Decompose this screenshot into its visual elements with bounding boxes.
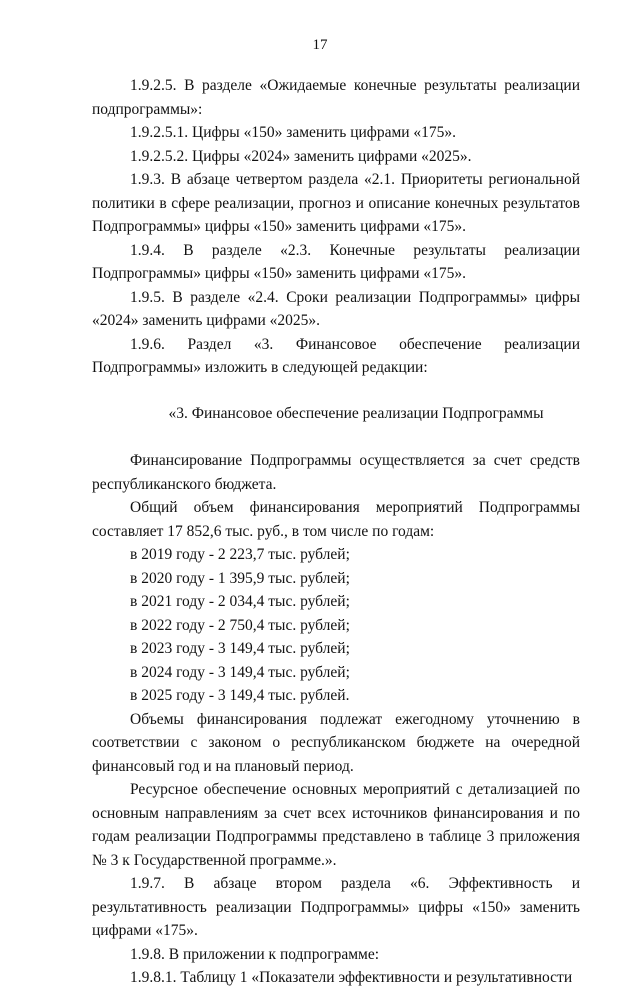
financing-paragraph: Финансирование Подпрограммы осуществляется за счет средств республиканского бюджета.	[92, 452, 580, 493]
paragraph-1-9-2-5-1: 1.9.2.5.1. Цифры «150» заменить цифрами «175».	[130, 124, 457, 141]
year-2025-line: в 2025 году - 3 149,4 тыс. рублей.	[130, 687, 350, 704]
section-heading: «3. Финансовое обеспечение реализации Подпрограммы	[168, 404, 544, 422]
year-2019-line: в 2019 году - 2 223,7 тыс. рублей;	[130, 546, 350, 563]
paragraph-1-9-2-5-2: 1.9.2.5.2. Цифры «2024» заменить цифрами «2025».	[130, 147, 472, 165]
paragraph-1-9-6: 1.9.6. Раздел «3. Финансовое обеспечение реализации Подпрограммы» изложить в следующей редакции:	[92, 335, 580, 376]
paragraph-1-9-4: 1.9.4. В разделе «2.3. Конечные результаты реализации Подпрограммы» цифры «150» заменить цифрами «175».	[92, 241, 580, 282]
resource-paragraph: Ресурсное обеспечение основных мероприятий с детализацией по основным направлениям за счет всех источников финансирования и по годам реализации Подпрограммы представлено в таблице 3 приложения № 3 к Государственной программе.».	[92, 781, 580, 869]
year-2024-line: в 2024 году - 3 149,4 тыс. рублей;	[130, 663, 350, 681]
year-2021-line: в 2021 году - 2 034,4 тыс. рублей;	[130, 593, 350, 610]
paragraph-1-9-5: 1.9.5. В разделе «2.4. Сроки реализации Подпрограммы» цифры «2024» заменить цифрами «2025».	[92, 288, 580, 329]
page-number: 17	[312, 37, 328, 53]
paragraph-1-9-3: 1.9.3. В абзаце четвертом раздела «2.1. Приоритеты региональной политики в сфере реализации, прогноз и описание конечных результатов Подпрограммы» цифры «150» заменить цифрами «175».	[92, 171, 580, 235]
financing-total-paragraph: Общий объем финансирования мероприятий Подпрограммы составляет 17 852,6 тыс. руб., в том числе по годам:	[92, 499, 580, 540]
year-2022-line: в 2022 году - 2 750,4 тыс. рублей;	[130, 616, 350, 634]
document-body	[92, 74, 580, 990]
adjustment-paragraph: Объемы финансирования подлежат ежегодному уточнению в соответствии с законом о республиканском бюджете на очередной финансовый год и на плановый период.	[92, 710, 580, 775]
paragraph-1-9-2-5: 1.9.2.5. В разделе «Ожидаемые конечные результаты реализации подпрограммы»:	[92, 77, 580, 118]
year-2023-line: в 2023 году - 3 149,4 тыс. рублей;	[130, 640, 350, 657]
paragraph-1-9-8-1: 1.9.8.1. Таблицу 1 «Показатели эффективности и результативности	[130, 969, 573, 986]
paragraph-1-9-8: 1.9.8. В приложении к подпрограмме:	[130, 945, 380, 963]
year-2020-line: в 2020 году - 1 395,9 тыс. рублей;	[130, 569, 350, 587]
paragraph-1-9-7: 1.9.7. В абзаце втором раздела «6. Эффективность и результативность реализации Подпрограммы» цифры «150» заменить цифрами «175».	[92, 875, 580, 939]
